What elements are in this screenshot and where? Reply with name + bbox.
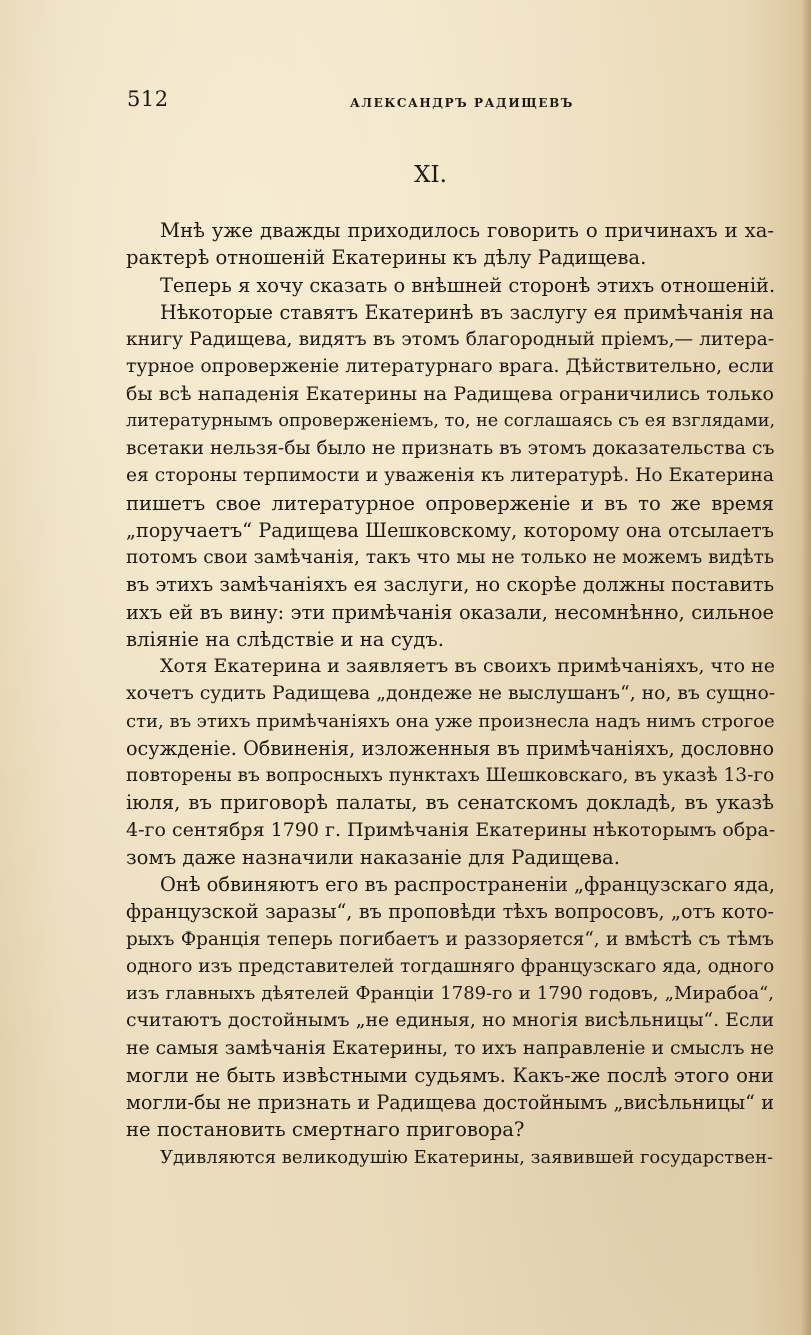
page-number: 512	[127, 87, 169, 111]
text-line: турное опроверженіе литературнаго врага. Дѣйствительно, если	[126, 356, 775, 378]
text-line: одного изъ представителей тогдашняго французскаго яда, одного	[126, 955, 775, 977]
text-line: потомъ свои замѣчанія, такъ что мы не только не можемъ видѣть	[126, 547, 775, 568]
text-line: рыхъ Франція теперь погибаетъ и раззоряется“, и вмѣстѣ съ тѣмъ	[126, 928, 774, 950]
chapter-heading: XI.	[414, 162, 447, 188]
text-line: Теперь я хочу сказать о внѣшней сторонѣ этихъ отношеній.	[160, 273, 776, 297]
running-head: АЛЕКСАНДРЪ РАДИЩЕВЪ	[350, 96, 574, 110]
text-line: ея стороны терпимости и уваженія къ литературѣ. Но Екатерина	[126, 465, 774, 487]
text-line: всетаки нельзя-бы было не признать въ этомъ доказательства съ	[126, 438, 775, 459]
text-line: Нѣкоторые ставятъ Екатеринѣ въ заслугу ея примѣчанія на	[160, 300, 774, 324]
text-line: зомъ даже назначили наказаніе для Радищева.	[126, 845, 620, 869]
text-line: Хотя Екатерина и заявляетъ въ своихъ примѣчаніяхъ, что не	[160, 655, 775, 677]
text-line: могли-бы не признать и Радищева достойнымъ „висѣльницы“ и	[126, 1091, 774, 1114]
text-line: сти, въ этихъ примѣчаніяхъ она уже произнесла надъ нимъ строгое	[126, 710, 775, 732]
text-line: не постановить смертнаго приговора?	[126, 1118, 525, 1142]
text-line: книгу Радищева, видятъ въ этомъ благородный пріемъ,— литера-	[126, 329, 774, 350]
text-line: повторены въ вопросныхъ пунктахъ Шешковскаго, въ указѣ 13-го	[126, 765, 775, 786]
text-line: хочетъ судить Радищева „дондеже не выслушанъ“, но, въ сущно-	[126, 683, 776, 705]
text-line: могли не быть извѣстными судьямъ. Какъ-же послѣ этого они	[126, 1063, 774, 1087]
text-line: изъ главныхъ дѣятелей Франціи 1789-го и 1790 годовъ, „Мирабоа“,	[126, 983, 774, 1004]
text-line: ихъ ей въ вину: эти примѣчанія оказали, несомнѣнно, сильное	[126, 600, 774, 624]
text-line: въ этихъ замѣчаніяхъ ея заслуги, но скорѣе должны поставить	[126, 573, 774, 597]
page-edge-shadow	[801, 0, 811, 1335]
text-line: 4-го сентября 1790 г. Примѣчанія Екатерины нѣкоторымъ обра-	[126, 818, 776, 841]
text-line: Мнѣ уже дважды приходилось говорить о причинахъ и ха-	[160, 219, 774, 242]
text-line: Онѣ обвиняютъ его въ распространеніи „французскаго яда,	[160, 873, 776, 896]
text-line: считаютъ достойнымъ „не единыя, но многія висѣльницы“. Если	[126, 1010, 774, 1032]
text-line: не самыя замѣчанія Екатерины, то ихъ направленіе и смыслъ не	[126, 1037, 775, 1059]
text-line: рактерѣ отношеній Екатерины къ дѣлу Радищева.	[126, 246, 647, 270]
text-line: осужденіе. Обвиненія, изложенныя въ примѣчаніяхъ, дословно	[126, 736, 774, 760]
text-line: французской заразы“, въ проповѣди тѣхъ вопросовъ, „отъ кото-	[126, 900, 774, 924]
text-line: литературнымъ опроверженіемъ, то, не соглашаясь съ ея взглядами,	[126, 410, 776, 431]
text-line: іюля, въ приговорѣ палаты, въ сенатскомъ докладѣ, въ указѣ	[126, 791, 774, 815]
text-line: Удивляются великодушію Екатерины, заявившей государствен-	[160, 1146, 774, 1168]
body-text	[126, 217, 774, 1171]
text-line: „поручаетъ“ Радищева Шешковскому, которому она отсылаетъ	[126, 518, 774, 542]
text-line: вліяніе на слѣдствіе и на судъ.	[126, 627, 444, 651]
text-line: пишетъ свое литературное опроверженіе и въ то же время	[126, 491, 774, 515]
text-line: бы всѣ нападенія Екатерины на Радищева ограничились только	[126, 382, 774, 405]
